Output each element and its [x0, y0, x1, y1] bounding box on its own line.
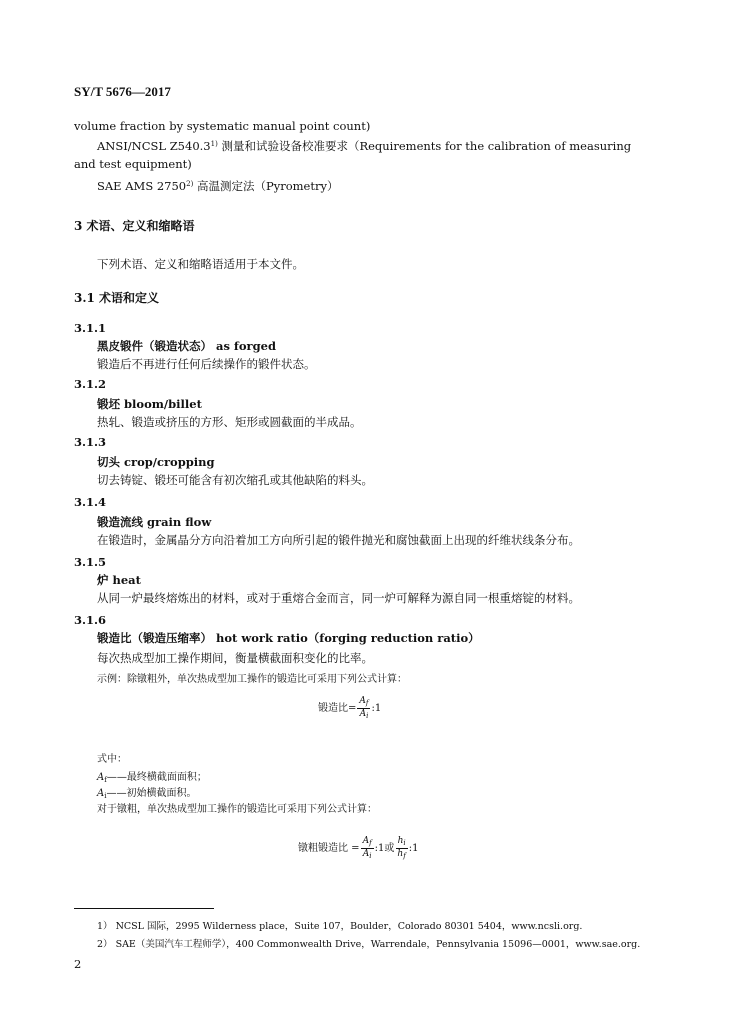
term-title: 切头 crop/cropping [97, 455, 215, 469]
formula-2-fraction-a [361, 836, 374, 861]
footnote-marker-2: 2) [186, 180, 194, 188]
section-3-heading: 3 术语、定义和缩略语 [74, 219, 195, 233]
term-definition: 切去铸锭、锻坯可能含有初次缩孔或其他缺陷的料头。 [97, 473, 373, 487]
example-line-2: 对于镦粗，单次热成型加工操作的锻造比可采用下列公式计算： [97, 804, 377, 815]
formula-2 [298, 836, 419, 861]
formula-2-tail: :1 [408, 843, 419, 854]
page-number: 2 [74, 957, 82, 971]
section-3-1-heading: 3.1 术语和定义 [74, 291, 160, 305]
formula-1-denominator: A [359, 709, 367, 719]
term-number: 3.1.1 [74, 321, 107, 335]
term-number: 3.1.4 [74, 495, 107, 509]
formula-2-a-denominator: A [362, 849, 370, 859]
formula-2-label: 镦粗锻造比 = [298, 843, 360, 854]
term-title: 锻造比（锻造压缩率） hot work ratio（forging reduction ratio） [97, 631, 480, 645]
def-af [97, 768, 207, 784]
section-3-intro: 下列术语、定义和缩略语适用于本文件。 [97, 257, 304, 271]
ref-ansi-cont: and test equipment) [74, 157, 192, 171]
ref-sae [97, 176, 338, 194]
ref-ansi [97, 136, 631, 154]
term-number: 3.1.3 [74, 435, 107, 449]
ref-line-1: volume fraction by systematic manual point count) [74, 119, 371, 133]
formula-1-tail: :1 [371, 703, 382, 714]
ref-ansi-code: ANSI/NCSL Z540.3 [97, 139, 211, 153]
where-label: 式中： [97, 754, 127, 765]
footnote-divider [74, 908, 214, 909]
formula-2-mid: :1或 [374, 843, 395, 854]
formula-1-numerator: A [359, 696, 366, 706]
footnote-2: 2） SAE（美国汽车工程师学），400 Commonwealth Drive，Warrendale，Pennsylvania 15096—0001，www.sae.org. [97, 939, 641, 950]
def-af-text: ——最终横截面面积； [106, 772, 207, 783]
def-af-symbol: A [97, 772, 105, 783]
term-definition: 锻造后不再进行任何后续操作的锻件状态。 [97, 357, 316, 371]
formula-1-fraction [357, 696, 370, 721]
def-ai-sub: i [104, 792, 107, 800]
term-number: 3.1.5 [74, 555, 107, 569]
standard-number: SY/T 5676—2017 [74, 84, 171, 99]
formula-1-numerator-sub: f [365, 699, 369, 707]
formula-2-a-numerator: A [362, 836, 370, 846]
term-title: 炉 heat [97, 573, 141, 587]
formula-1-label: 锻造比= [318, 703, 357, 714]
term-number: 3.1.6 [74, 613, 107, 627]
formula-2-h-denominator: h [397, 849, 404, 859]
term-number: 3.1.2 [74, 377, 107, 391]
term-title: 锻坯 bloom/billet [97, 397, 202, 411]
def-ai [97, 784, 196, 800]
formula-2-h-numerator: h [397, 836, 404, 846]
def-ai-text: ——初始横截面积。 [106, 788, 197, 799]
term-title: 锻造流线 grain flow [97, 515, 212, 529]
term-definition: 每次热成型加工操作期间，衡量横截面积变化的比率。 [97, 651, 373, 665]
footnote-marker-1: 1) [210, 140, 218, 148]
ref-sae-title: 高温测定法（Pyrometry） [193, 179, 339, 193]
term-title: 黑皮锻件（锻造状态） as forged [97, 339, 277, 353]
ref-ansi-title: 测量和试验设备校准要求（Requirements for the calibration of measuring [217, 139, 632, 153]
formula-1 [318, 696, 381, 721]
formula-2-a-numerator-sub: f [369, 839, 372, 847]
footnote-1: 1） NCSL 国际，2995 Wilderness place，Suite 107，Boulder，Colorado 80301 5404，www.ncsli.org. [97, 921, 583, 932]
term-definition: 在锻造时，金属晶分方向沿着加工方向所引起的锻件抛光和腐蚀截面上出现的纤维状线条分布。 [97, 533, 580, 547]
formula-2-fraction-h [395, 836, 407, 861]
formula-2-h-denominator-sub: f [403, 852, 406, 860]
ref-sae-code: SAE AMS 2750 [97, 179, 187, 193]
def-ai-symbol: A [97, 788, 105, 799]
formula-1-denominator-sub: i [366, 712, 369, 720]
def-af-sub: f [104, 776, 107, 784]
example-line-1: 示例：除镦粗外，单次热成型加工操作的锻造比可采用下列公式计算： [97, 674, 407, 685]
term-definition: 从同一炉最终熔炼出的材料，或对于重熔合金而言，同一炉可解释为源自同一根重熔锭的材料。 [97, 591, 580, 605]
formula-2-a-denominator-sub: i [369, 852, 372, 860]
term-definition: 热轧、锻造或挤压的方形、矩形或圆截面的半成品。 [97, 415, 362, 429]
formula-2-h-numerator-sub: i [403, 839, 406, 847]
